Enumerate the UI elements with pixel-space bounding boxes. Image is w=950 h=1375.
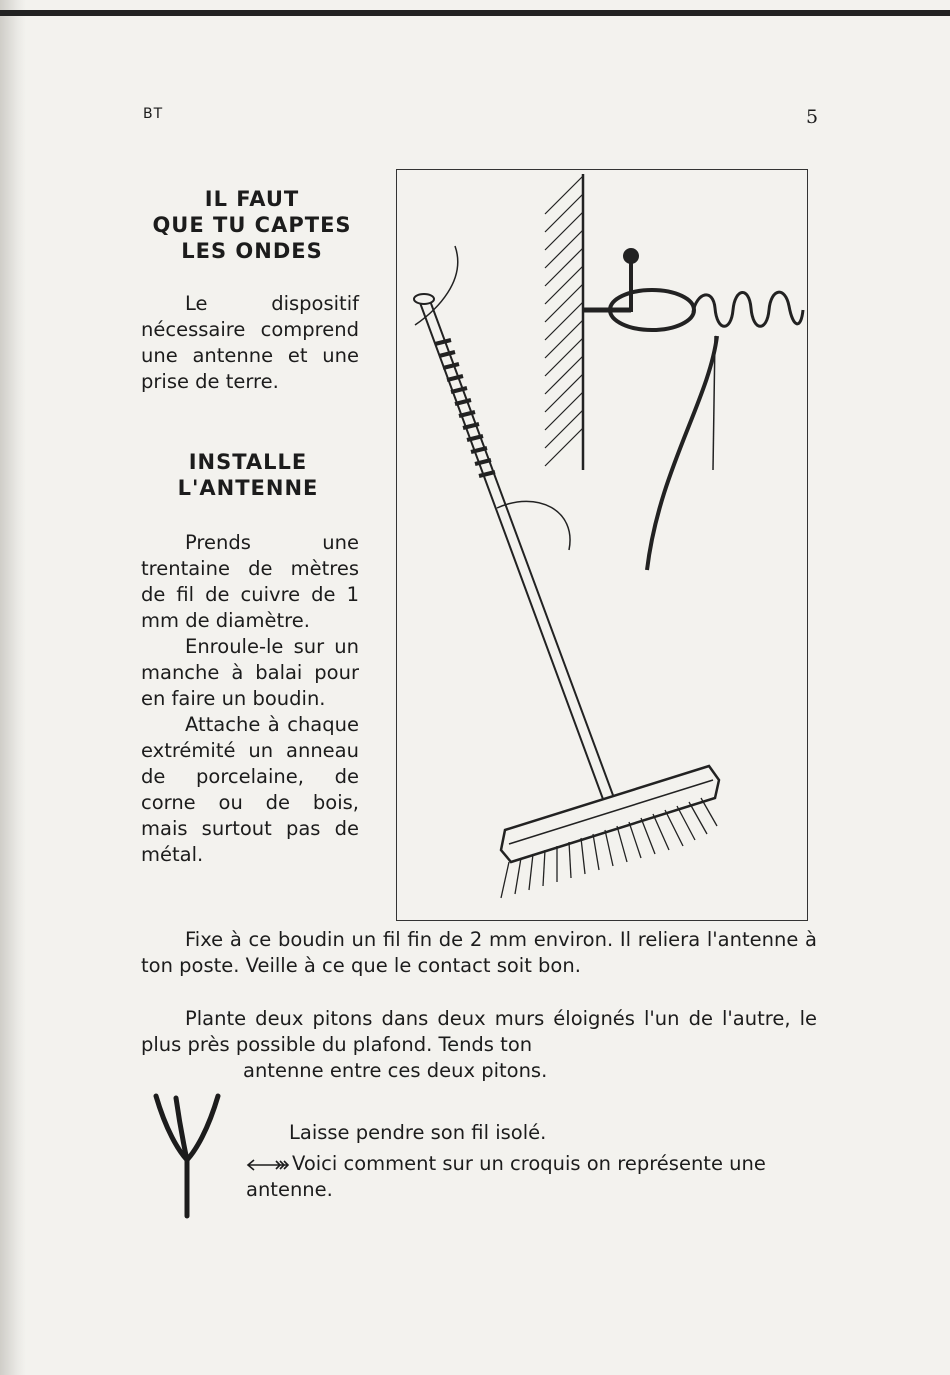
- paragraph-plante-block: [141, 1006, 817, 1084]
- paragraph-enroule: Enroule-le sur un manche à balai pour en faire un boudin.: [141, 635, 359, 710]
- heading-line: QUE TU CAPTES: [152, 213, 352, 237]
- instructions-block: [141, 530, 359, 868]
- antenna-symbol-icon: [150, 1090, 226, 1220]
- caption-voici-block: [246, 1151, 826, 1203]
- series-label: BT: [143, 106, 164, 122]
- heading-installe-antenne: [140, 449, 356, 501]
- paragraph-fixe-block: [141, 927, 817, 979]
- antenna-symbol-drawing: [150, 1090, 226, 1220]
- page-binding-shadow: [0, 0, 26, 1375]
- caption-voici: Voici comment sur un croquis on représente une antenne.: [246, 1152, 766, 1201]
- paragraph-plante: Plante deux pitons dans deux murs éloignés l'un de l'autre, le plus près possible du plafond. Tends ton: [141, 1007, 817, 1056]
- heading-line: LES ONDES: [181, 239, 323, 263]
- broom-antenna-illustration: [396, 169, 808, 921]
- intro-block: [141, 291, 359, 395]
- paragraph-plante-end: antenne entre ces deux pitons.: [243, 1059, 548, 1082]
- heading-capter-les-ondes: [136, 186, 368, 264]
- heading-line: L'ANTENNE: [177, 476, 319, 500]
- heading-line: INSTALLE: [188, 450, 308, 474]
- illustration-drawing: [397, 170, 807, 920]
- top-rule: [0, 10, 950, 16]
- caption-laisse: Laisse pendre son fil isolé.: [289, 1121, 547, 1144]
- paragraph-intro: Le dispositif nécessaire comprend une antenne et une prise de terre.: [141, 292, 359, 393]
- heading-line: IL FAUT: [204, 187, 300, 211]
- left-arrow-icon: [246, 1158, 290, 1172]
- page-number: 5: [806, 106, 819, 128]
- paragraph-attache: Attache à chaque extrémité un anneau de porcelaine, de corne ou de bois, mais surtout pas de métal.: [141, 713, 359, 866]
- paragraph-prends: Prends une trentaine de mètres de fil de cuivre de 1 mm de diamètre.: [141, 531, 359, 632]
- paragraph-fixe: Fixe à ce boudin un fil fin de 2 mm environ. Il reliera l'antenne à ton poste. Veille à ce que le contact soit bon.: [141, 928, 817, 977]
